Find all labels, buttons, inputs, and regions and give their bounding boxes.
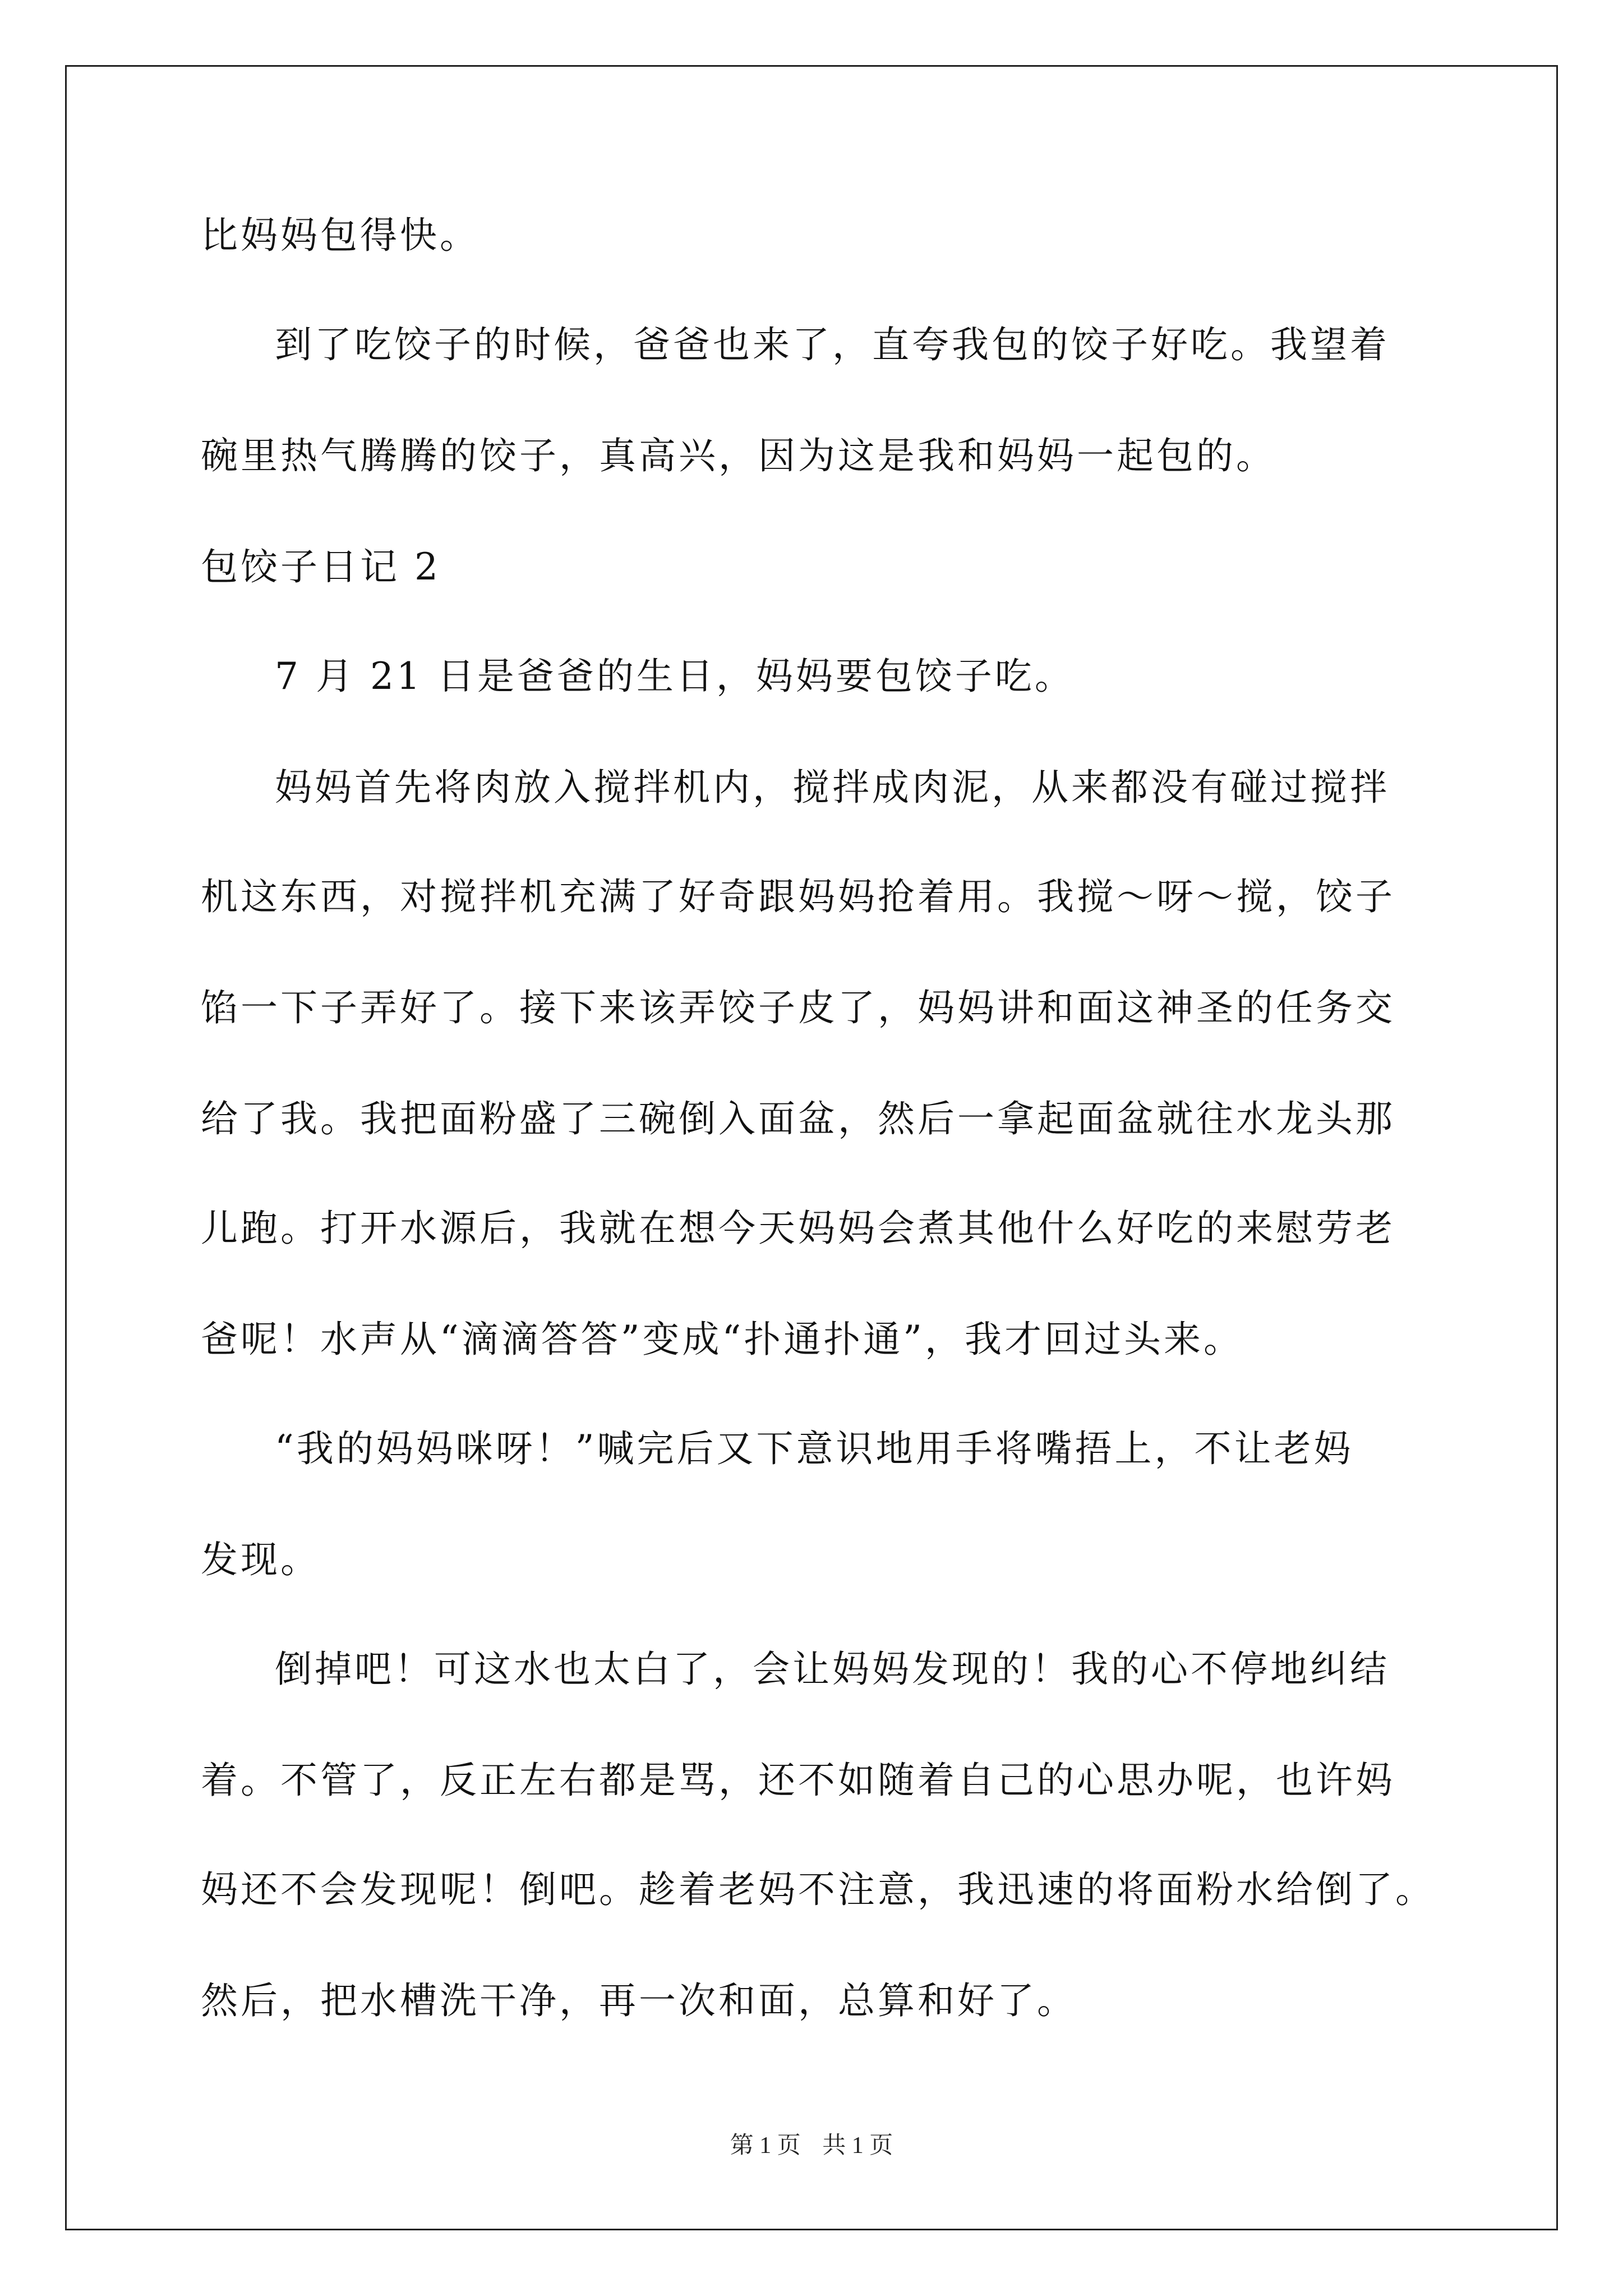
paragraph-line: 妈还不会发现呢！倒吧。趁着老妈不注意，我迅速的将面粉水给倒了。	[201, 1868, 1435, 1911]
paragraph-line: 妈妈首先将肉放入搅拌机内，搅拌成肉泥，从来都没有碰过搅拌	[275, 766, 1390, 809]
paragraph-line: 7 月 21 日是爸爸的生日，妈妈要包饺子吃。	[275, 655, 1075, 698]
page-number-current: 第 1 页	[730, 2133, 801, 2159]
paragraph-line: 着。不管了，反正左右都是骂，还不如随着自己的心思办呢，也许妈	[201, 1759, 1395, 1802]
paragraph-line: 儿跑。打开水源后，我就在想今天妈妈会煮其他什么好吃的来慰劳老	[201, 1207, 1395, 1250]
paragraph-line: 给了我。我把面粉盛了三碗倒入面盆，然后一拿起面盆就往水龙头那	[201, 1097, 1395, 1140]
paragraph-line: 爸呢！水声从“滴滴答答”变成“扑通扑通”，我才回过头来。	[201, 1318, 1243, 1361]
paragraph-line: 倒掉吧！可这水也太白了，会让妈妈发现的！我的心不停地纠结	[275, 1648, 1390, 1691]
paragraph-line: 然后，把水槽洗干净，再一次和面，总算和好了。	[201, 1979, 1077, 2022]
page-footer	[0, 2132, 1623, 2160]
paragraph-line: 碗里热气腾腾的饺子，真高兴，因为这是我和妈妈一起包的。	[201, 434, 1276, 477]
page-number-total: 共 1 页	[822, 2133, 893, 2159]
paragraph-line: 馅一下子弄好了。接下来该弄饺子皮了，妈妈讲和面这神圣的任务交	[201, 986, 1395, 1029]
paragraph-line: 机这东西，对搅拌机充满了好奇跟妈妈抢着用。我搅～呀～搅，饺子	[201, 875, 1395, 918]
section-heading: 包饺子日记 2	[201, 545, 441, 588]
paragraph-line: 发现。	[201, 1538, 320, 1581]
paragraph-line: “我的妈妈咪呀！”喊完后又下意识地用手将嘴捂上，不让老妈	[275, 1427, 1354, 1470]
paragraph-line: 比妈妈包得快。	[201, 214, 479, 257]
paragraph-line: 到了吃饺子的时候，爸爸也来了，直夸我包的饺子好吃。我望着	[275, 323, 1390, 366]
